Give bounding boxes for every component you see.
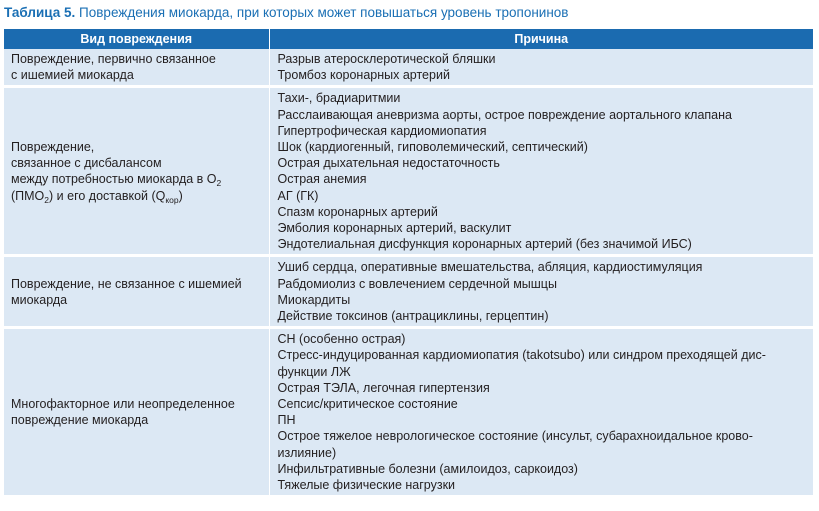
injury-type-line: Повреждение,: [11, 140, 95, 155]
cause-item: Инфильтративные болезни (амилоидоз, саркоидоз): [277, 461, 578, 476]
cause-item: Эндотелиальная дисфункция коронарных артерий (без значимой ИБС): [277, 237, 692, 252]
injury-type-line: Повреждение, не связанное с ишемией: [11, 276, 242, 291]
cause-item: Тахи-, брадиаритмии: [277, 91, 401, 106]
column-header-cause: Причина: [269, 29, 813, 49]
injury-type-text: между потребностью миокарда в O: [11, 172, 217, 187]
injury-type-line: связанное с дисбалансом: [11, 156, 162, 171]
cause-item: ПН: [277, 413, 296, 428]
cause-item: Ушиб сердца, оперативные вмешательства, абляция, кардиостимуляция: [277, 260, 703, 275]
cause-item: Разрыв атеросклеротической бляшки: [277, 52, 496, 66]
injury-type-line: с ишемией миокарда: [11, 68, 134, 83]
injury-type-cell: [4, 49, 269, 87]
cause-item: излияние): [277, 445, 337, 460]
cause-item: Острое тяжелое неврологическое состояние (инсульт, субарахноидальное крово-: [277, 429, 753, 444]
injury-type-line: [11, 171, 263, 187]
cause-item: АГ (ГК): [277, 188, 319, 203]
subscript: 2: [44, 194, 50, 205]
cause-cell: [269, 87, 813, 256]
cause-item: Рабдомиолиз с вовлечением сердечной мышцы: [277, 276, 557, 291]
cause-item: Острая ТЭЛА, легочная гипертензия: [277, 380, 490, 395]
table-number: Таблица 5.: [4, 5, 76, 20]
table-row: [4, 256, 813, 328]
injury-type-text: ): [178, 188, 183, 203]
cause-item: Эмболия коронарных артерий, васкулит: [277, 221, 512, 236]
injury-type-line: миокарда: [11, 292, 68, 307]
cause-item: функции ЛЖ: [277, 364, 351, 379]
column-header-type: Вид повреждения: [4, 29, 269, 49]
cause-item: Миокардиты: [277, 292, 351, 307]
cause-item: Сепсис/критическое состояние: [277, 397, 458, 412]
injury-type-cell: [4, 256, 269, 328]
table-caption: [4, 5, 568, 21]
header-row: [4, 29, 813, 49]
table-row: [4, 328, 813, 497]
cause-item: Спазм коронарных артерий: [277, 204, 438, 219]
injury-type-text: (ПМО: [11, 188, 45, 203]
cause-item: Тяжелые физические нагрузки: [277, 478, 456, 493]
injury-type-line: Повреждение, первично связанное: [11, 52, 216, 66]
table-row: [4, 49, 813, 87]
troponin-table: [4, 29, 813, 498]
injury-type-cell: [4, 87, 269, 256]
table-row: [4, 87, 813, 256]
cause-item: Тромбоз коронарных артерий: [277, 68, 450, 83]
injury-type-line: Многофакторное или неопределенное: [11, 397, 235, 412]
table-title: Повреждения миокарда, при которых может повышаться уровень тропонинов: [79, 5, 569, 20]
subscript: 2: [216, 178, 222, 189]
cause-item: Гипертрофическая кардиомиопатия: [277, 123, 487, 138]
cause-cell: [269, 256, 813, 328]
cause-item: Шок (кардиогенный, гиповолемический, септический): [277, 140, 588, 155]
cause-cell: [269, 49, 813, 87]
injury-type-text: ) и его доставкой (Q: [49, 188, 166, 203]
cause-item: Острая анемия: [277, 172, 367, 187]
cause-item: Стресс-индуцированная кардиомиопатия (takotsubo) или синдром преходящей дис-: [277, 348, 766, 363]
subscript: кор: [165, 194, 179, 205]
cause-cell: [269, 328, 813, 497]
cause-item: Действие токсинов (антрациклины, герцептин): [277, 309, 549, 324]
cause-item: СН (особенно острая): [277, 332, 406, 347]
injury-type-line: [11, 188, 263, 204]
injury-type-cell: [4, 328, 269, 497]
cause-item: Расслаивающая аневризма аорты, острое повреждение аортального клапана: [277, 107, 732, 122]
injury-type-line: повреждение миокарда: [11, 413, 149, 428]
cause-item: Острая дыхательная недостаточность: [277, 156, 500, 171]
